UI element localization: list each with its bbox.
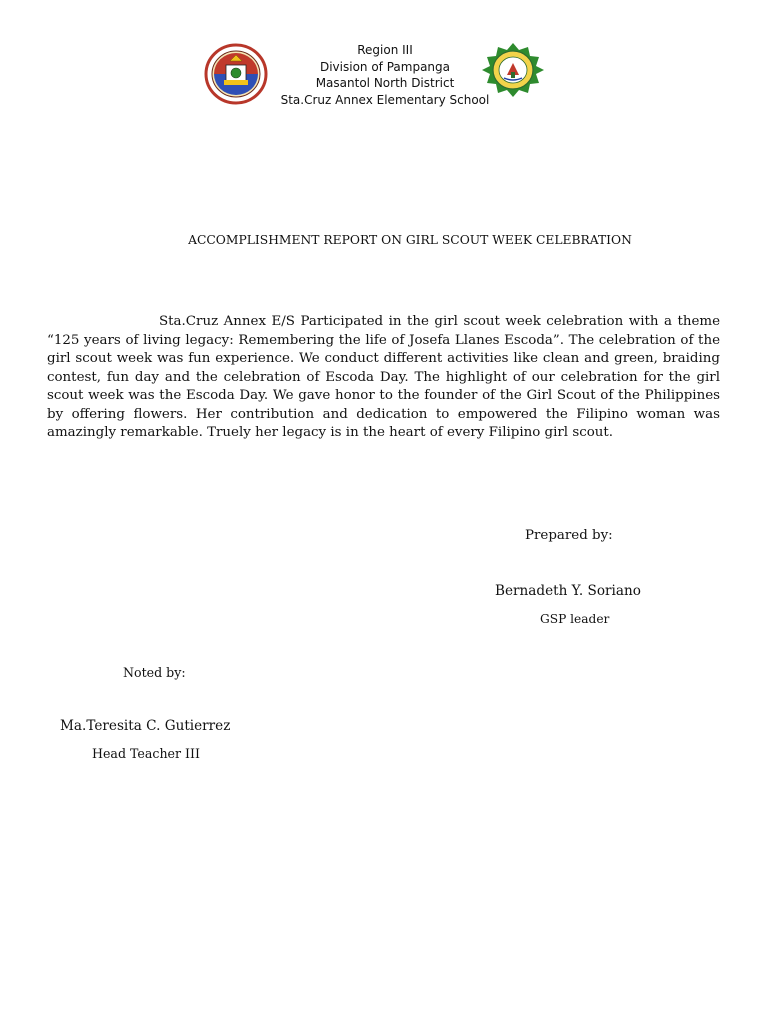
noter-role: Head Teacher III	[92, 746, 200, 761]
preparer-role: GSP leader	[540, 612, 610, 626]
deped-seal-icon	[204, 43, 268, 105]
school-seal-icon	[480, 42, 546, 98]
letterhead-line-division: Division of Pampanga	[319, 59, 451, 74]
letterhead-line-district: Masantol North District	[315, 76, 455, 90]
prepared-by-label: Prepared by:	[525, 528, 613, 543]
noter-name: Ma.Teresita C. Gutierrez	[60, 718, 231, 734]
report-body: Sta.Cruz Annex E/S Participated in the girl scout week celebration with a theme “125 years of living legacy: Remembering the life of Josefa Llanes Escoda”. The celebration of the girl scout week was fun experience. We conduct different activities like clean and green, braiding contest, fun day and the celebration of Escoda Day. The highlight of our celebration for the girl scout week was the Escoda Day. We gave honor to the founder of the Girl Scout of the Philippines by offering flowers. Her contribution and dedication to empowered the Filipino woman was amazingly remarkable. Truely her legacy is in the heart of every Filipino girl scout.	[47, 314, 720, 440]
preparer-name: Bernadeth Y. Soriano	[495, 583, 641, 599]
letterhead-line-region: Region III	[357, 43, 413, 57]
letterhead-line-school: Sta.Cruz Annex Elementary School	[280, 92, 490, 107]
report-title: ACCOMPLISHMENT REPORT ON GIRL SCOUT WEEK CELEBRATION	[188, 233, 632, 247]
noted-by-label: Noted by:	[123, 665, 186, 680]
letterhead	[270, 42, 500, 108]
